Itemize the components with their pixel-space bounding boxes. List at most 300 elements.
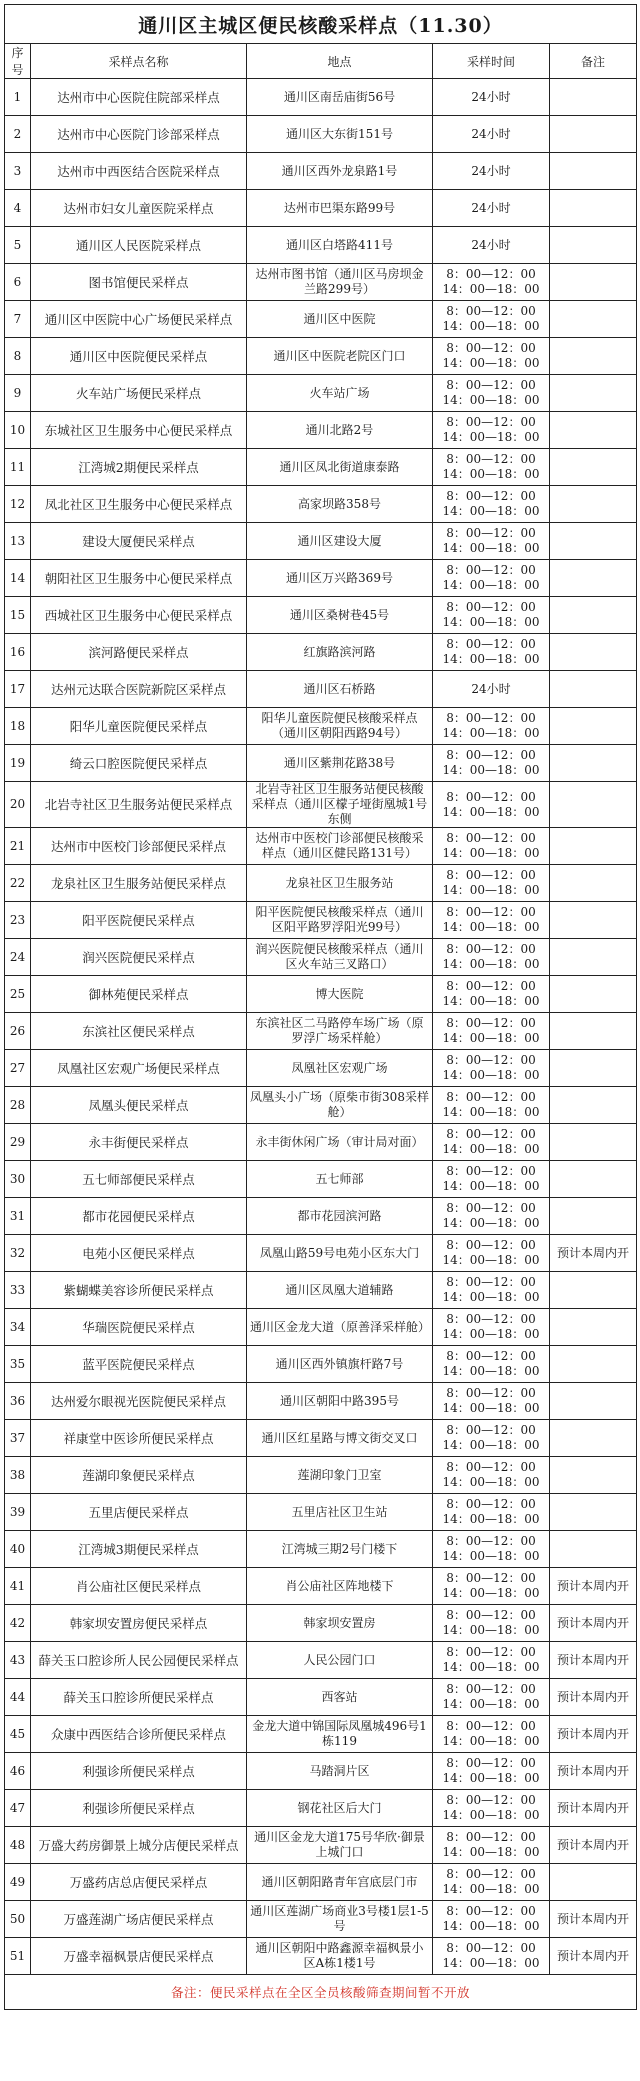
row-time-afternoon: 14：00—18：00 [442, 1068, 540, 1082]
row-name: 利强诊所便民采样点 [31, 1790, 247, 1827]
table-row [5, 79, 637, 116]
row-location: 通川区桑树巷45号 [247, 597, 433, 634]
row-note [550, 1457, 637, 1494]
row-time [433, 1235, 550, 1272]
row-time-morning: 8：00—12：00 [446, 600, 536, 614]
row-time [433, 1716, 550, 1753]
table-row [5, 116, 637, 153]
row-note [550, 976, 637, 1013]
row-time-afternoon: 14：00—18：00 [442, 1253, 540, 1267]
row-time-afternoon: 14：00—18：00 [442, 726, 540, 740]
row-index: 23 [5, 902, 31, 939]
row-note [550, 708, 637, 745]
row-time [433, 1087, 550, 1124]
row-time: 24小时 [433, 153, 550, 190]
row-time-afternoon: 14：00—18：00 [442, 883, 540, 897]
row-time-morning: 8：00—12：00 [446, 711, 536, 725]
row-location: 通川区中医院老院区门口 [247, 338, 433, 375]
table-row [5, 828, 637, 865]
table-row [5, 560, 637, 597]
row-index: 3 [5, 153, 31, 190]
row-location: 肖公庙社区阵地楼下 [247, 1568, 433, 1605]
table-row [5, 1642, 637, 1679]
row-note [550, 560, 637, 597]
row-time [433, 976, 550, 1013]
row-time-afternoon: 14：00—18：00 [442, 541, 540, 555]
row-index: 45 [5, 1716, 31, 1753]
row-index: 47 [5, 1790, 31, 1827]
table-row [5, 1753, 637, 1790]
row-time [433, 1605, 550, 1642]
row-location: 通川区凤凰大道辅路 [247, 1272, 433, 1309]
table-row [5, 1420, 637, 1457]
row-time-afternoon: 14：00—18：00 [442, 1660, 540, 1674]
row-time: 24小时 [433, 79, 550, 116]
row-location: 凤凰山路59号电苑小区东大门 [247, 1235, 433, 1272]
row-location: 润兴医院便民核酸采样点（通川区火车站三叉路口） [247, 939, 433, 976]
row-time-afternoon: 14：00—18：00 [442, 1216, 540, 1230]
row-name: 达州元达联合医院新院区采样点 [31, 671, 247, 708]
row-time-afternoon: 14：00—18：00 [442, 1031, 540, 1045]
row-time-morning: 8：00—12：00 [446, 1201, 536, 1215]
row-index: 24 [5, 939, 31, 976]
row-index: 10 [5, 412, 31, 449]
row-name: 五里店便民采样点 [31, 1494, 247, 1531]
row-name: 西城社区卫生服务中心便民采样点 [31, 597, 247, 634]
row-note [550, 153, 637, 190]
row-time-afternoon: 14：00—18：00 [442, 1845, 540, 1859]
row-location: 阳华儿童医院便民核酸采样点（通川区朝阳西路94号） [247, 708, 433, 745]
row-time-afternoon: 14：00—18：00 [442, 282, 540, 296]
row-time-morning: 8：00—12：00 [446, 1867, 536, 1881]
row-time-afternoon: 14：00—18：00 [442, 1105, 540, 1119]
sampling-points-sheet [4, 4, 636, 2010]
row-location: 高家坝路358号 [247, 486, 433, 523]
row-time-morning: 8：00—12：00 [446, 1053, 536, 1067]
row-time-afternoon: 14：00—18：00 [442, 1475, 540, 1489]
row-time-afternoon: 14：00—18：00 [442, 1956, 540, 1970]
row-name: 达州市中心医院门诊部采样点 [31, 116, 247, 153]
row-location: 博大医院 [247, 976, 433, 1013]
row-time-morning: 8：00—12：00 [446, 1275, 536, 1289]
row-note: 预计本周内开 [550, 1235, 637, 1272]
row-note [550, 523, 637, 560]
row-index: 31 [5, 1198, 31, 1235]
header-note: 备注 [550, 44, 637, 79]
row-location: 通川区中医院 [247, 301, 433, 338]
row-time [433, 1346, 550, 1383]
row-time-afternoon: 14：00—18：00 [442, 763, 540, 777]
row-location: 通川区朝阳路青年宫底层门市 [247, 1864, 433, 1901]
row-time-morning: 8：00—12：00 [446, 1608, 536, 1622]
row-location: 阳平医院便民核酸采样点（通川区阳平路罗浮阳光99号） [247, 902, 433, 939]
row-note [550, 939, 637, 976]
row-index: 25 [5, 976, 31, 1013]
row-name: 万盛幸福枫景店便民采样点 [31, 1938, 247, 1975]
row-note [550, 1013, 637, 1050]
row-time-morning: 8：00—12：00 [446, 868, 536, 882]
row-time-morning: 8：00—12：00 [446, 1386, 536, 1400]
row-note [550, 1309, 637, 1346]
row-time [433, 449, 550, 486]
table-row [5, 1309, 637, 1346]
row-note [550, 1420, 637, 1457]
row-name: 祥康堂中医诊所便民采样点 [31, 1420, 247, 1457]
row-note [550, 1161, 637, 1198]
row-name: 达州市中心医院住院部采样点 [31, 79, 247, 116]
row-name: 达州市妇女儿童医院采样点 [31, 190, 247, 227]
row-note: 预计本周内开 [550, 1568, 637, 1605]
row-name: 万盛莲湖广场店便民采样点 [31, 1901, 247, 1938]
row-time [433, 1013, 550, 1050]
row-time [433, 1679, 550, 1716]
row-time [433, 1753, 550, 1790]
row-name: 阳华儿童医院便民采样点 [31, 708, 247, 745]
table-row [5, 301, 637, 338]
table-row [5, 449, 637, 486]
header-index: 序号 [5, 44, 31, 79]
header-time: 采样时间 [433, 44, 550, 79]
row-time-afternoon: 14：00—18：00 [442, 1438, 540, 1452]
row-time [433, 264, 550, 301]
row-location: 通川区西外龙泉路1号 [247, 153, 433, 190]
row-name: 都市花园便民采样点 [31, 1198, 247, 1235]
row-time-afternoon: 14：00—18：00 [442, 467, 540, 481]
row-time-morning: 8：00—12：00 [446, 378, 536, 392]
table-row [5, 1938, 637, 1975]
row-name: 东滨社区便民采样点 [31, 1013, 247, 1050]
row-location: 红旗路滨河路 [247, 634, 433, 671]
header-location: 地点 [247, 44, 433, 79]
table-row [5, 1568, 637, 1605]
row-location: 火车站广场 [247, 375, 433, 412]
table-row [5, 634, 637, 671]
row-time [433, 1901, 550, 1938]
row-index: 46 [5, 1753, 31, 1790]
row-time-morning: 8：00—12：00 [446, 1164, 536, 1178]
table-row [5, 227, 637, 264]
row-index: 42 [5, 1605, 31, 1642]
row-location: 通川区大东街151号 [247, 116, 433, 153]
row-time [433, 1198, 550, 1235]
row-location: 通川区石桥路 [247, 671, 433, 708]
row-time-afternoon: 14：00—18：00 [442, 957, 540, 971]
row-time-afternoon: 14：00—18：00 [442, 578, 540, 592]
row-time-afternoon: 14：00—18：00 [442, 504, 540, 518]
row-name: 莲湖印象便民采样点 [31, 1457, 247, 1494]
row-time-afternoon: 14：00—18：00 [442, 430, 540, 444]
table-row [5, 523, 637, 560]
row-index: 26 [5, 1013, 31, 1050]
row-location: 马踏洞片区 [247, 1753, 433, 1790]
row-name: 蓝平医院便民采样点 [31, 1346, 247, 1383]
row-time [433, 1494, 550, 1531]
row-location: 龙泉社区卫生服务站 [247, 865, 433, 902]
row-time-morning: 8：00—12：00 [446, 1682, 536, 1696]
row-time-afternoon: 14：00—18：00 [442, 994, 540, 1008]
row-index: 20 [5, 782, 31, 828]
row-index: 34 [5, 1309, 31, 1346]
row-time [433, 597, 550, 634]
row-note [550, 227, 637, 264]
row-time-morning: 8：00—12：00 [446, 942, 536, 956]
row-time-morning: 8：00—12：00 [446, 415, 536, 429]
row-index: 33 [5, 1272, 31, 1309]
table-row [5, 1013, 637, 1050]
row-name: 江湾城2期便民采样点 [31, 449, 247, 486]
row-index: 44 [5, 1679, 31, 1716]
row-time-afternoon: 14：00—18：00 [442, 1586, 540, 1600]
row-index: 38 [5, 1457, 31, 1494]
sampling-points-table [4, 4, 637, 2010]
row-time [433, 523, 550, 560]
row-time-morning: 8：00—12：00 [446, 1497, 536, 1511]
table-row [5, 1346, 637, 1383]
table-row [5, 1235, 637, 1272]
row-name: 图书馆便民采样点 [31, 264, 247, 301]
row-name: 达州市中西医结合医院采样点 [31, 153, 247, 190]
table-row [5, 1087, 637, 1124]
row-name: 众康中西医结合诊所便民采样点 [31, 1716, 247, 1753]
row-time-afternoon: 14：00—18：00 [442, 1290, 540, 1304]
row-time-afternoon: 14：00—18：00 [442, 1142, 540, 1156]
footnote: 备注：便民采样点在全区全员核酸筛查期间暂不开放 [5, 1975, 637, 2010]
row-time: 24小时 [433, 116, 550, 153]
row-time-morning: 8：00—12：00 [446, 304, 536, 318]
table-row [5, 1605, 637, 1642]
table-row [5, 153, 637, 190]
table-row [5, 597, 637, 634]
row-note [550, 1346, 637, 1383]
table-row [5, 708, 637, 745]
table-row [5, 1124, 637, 1161]
row-time-morning: 8：00—12：00 [446, 905, 536, 919]
row-time-afternoon: 14：00—18：00 [442, 1364, 540, 1378]
row-time-morning: 8：00—12：00 [446, 1645, 536, 1659]
row-location: 达州市图书馆（通川区马房坝金兰路299号） [247, 264, 433, 301]
row-location: 北岩寺社区卫生服务站便民核酸采样点（通川区檬子垭街凰城1号东侧 [247, 782, 433, 828]
row-index: 48 [5, 1827, 31, 1864]
table-row [5, 1864, 637, 1901]
row-time-afternoon: 14：00—18：00 [442, 1882, 540, 1896]
row-index: 32 [5, 1235, 31, 1272]
row-time-morning: 8：00—12：00 [446, 1904, 536, 1918]
row-location: 五里店社区卫生站 [247, 1494, 433, 1531]
row-time [433, 902, 550, 939]
row-index: 9 [5, 375, 31, 412]
row-location: 凤凰头小广场（原柴市街308采样舱） [247, 1087, 433, 1124]
table-row [5, 190, 637, 227]
row-location: 达州市中医校门诊部便民核酸采样点（通川区健民路131号） [247, 828, 433, 865]
row-time-morning: 8：00—12：00 [446, 979, 536, 993]
row-name: 建设大厦便民采样点 [31, 523, 247, 560]
row-time [433, 1568, 550, 1605]
row-note [550, 264, 637, 301]
row-note: 预计本周内开 [550, 1679, 637, 1716]
page-title: 通川区主城区便民核酸采样点（11.30） [5, 5, 637, 44]
row-location: 西客站 [247, 1679, 433, 1716]
row-name: 薛关玉口腔诊所人民公园便民采样点 [31, 1642, 247, 1679]
table-row [5, 1901, 637, 1938]
row-name: 滨河路便民采样点 [31, 634, 247, 671]
table-row [5, 865, 637, 902]
table-row [5, 671, 637, 708]
row-time-afternoon: 14：00—18：00 [442, 1549, 540, 1563]
row-index: 27 [5, 1050, 31, 1087]
table-row [5, 375, 637, 412]
row-time-morning: 8：00—12：00 [446, 1941, 536, 1955]
table-row [5, 1494, 637, 1531]
row-location: 人民公园门口 [247, 1642, 433, 1679]
row-index: 35 [5, 1346, 31, 1383]
row-index: 6 [5, 264, 31, 301]
row-name: 达州市中医校门诊部便民采样点 [31, 828, 247, 865]
table-header-row [5, 44, 637, 79]
row-note [550, 1124, 637, 1161]
row-note [550, 1494, 637, 1531]
row-time-afternoon: 14：00—18：00 [442, 1327, 540, 1341]
row-note: 预计本周内开 [550, 1827, 637, 1864]
row-name: 紫蝴蝶美容诊所便民采样点 [31, 1272, 247, 1309]
row-location: 莲湖印象门卫室 [247, 1457, 433, 1494]
row-note [550, 1531, 637, 1568]
row-note [550, 338, 637, 375]
row-index: 36 [5, 1383, 31, 1420]
row-note [550, 745, 637, 782]
row-time [433, 865, 550, 902]
table-row [5, 1272, 637, 1309]
row-time-morning: 8：00—12：00 [446, 1460, 536, 1474]
row-note [550, 1087, 637, 1124]
row-note [550, 375, 637, 412]
table-row [5, 1679, 637, 1716]
table-row [5, 412, 637, 449]
table-row [5, 1827, 637, 1864]
row-index: 37 [5, 1420, 31, 1457]
row-index: 30 [5, 1161, 31, 1198]
row-index: 28 [5, 1087, 31, 1124]
row-name: 绮云口腔医院便民采样点 [31, 745, 247, 782]
row-time-afternoon: 14：00—18：00 [442, 1512, 540, 1526]
row-name: 凤凰头便民采样点 [31, 1087, 247, 1124]
row-index: 50 [5, 1901, 31, 1938]
row-index: 14 [5, 560, 31, 597]
row-time-afternoon: 14：00—18：00 [442, 1919, 540, 1933]
row-name: 薛关玉口腔诊所便民采样点 [31, 1679, 247, 1716]
row-time-afternoon: 14：00—18：00 [442, 393, 540, 407]
table-row [5, 782, 637, 828]
row-index: 1 [5, 79, 31, 116]
row-name: 御林苑便民采样点 [31, 976, 247, 1013]
row-index: 43 [5, 1642, 31, 1679]
row-name: 永丰街便民采样点 [31, 1124, 247, 1161]
row-location: 东滨社区二马路停车场广场（原罗浮广场采样舱） [247, 1013, 433, 1050]
row-index: 13 [5, 523, 31, 560]
row-time: 24小时 [433, 227, 550, 264]
row-note [550, 1864, 637, 1901]
row-time [433, 1272, 550, 1309]
row-note [550, 190, 637, 227]
row-time-morning: 8：00—12：00 [446, 748, 536, 762]
row-time [433, 1124, 550, 1161]
row-location: 永丰街休闲广场（审计局对面） [247, 1124, 433, 1161]
row-note [550, 449, 637, 486]
row-time [433, 1790, 550, 1827]
table-row [5, 1457, 637, 1494]
table-row [5, 264, 637, 301]
row-name: 通川区人民医院采样点 [31, 227, 247, 264]
row-index: 21 [5, 828, 31, 865]
row-location: 通川区朝阳中路395号 [247, 1383, 433, 1420]
row-note [550, 865, 637, 902]
row-time-morning: 8：00—12：00 [446, 1571, 536, 1585]
row-location: 凤凰社区宏观广场 [247, 1050, 433, 1087]
row-name: 朝阳社区卫生服务中心便民采样点 [31, 560, 247, 597]
row-time-morning: 8：00—12：00 [446, 789, 536, 804]
row-location: 韩家坝安置房 [247, 1605, 433, 1642]
row-name: 凤凰社区宏观广场便民采样点 [31, 1050, 247, 1087]
row-time-morning: 8：00—12：00 [446, 1312, 536, 1326]
row-time-morning: 8：00—12：00 [446, 341, 536, 355]
row-time [433, 1457, 550, 1494]
table-row [5, 338, 637, 375]
row-index: 16 [5, 634, 31, 671]
row-location: 通川区紫荆花路38号 [247, 745, 433, 782]
row-location: 都市花园滨河路 [247, 1198, 433, 1235]
row-time [433, 1050, 550, 1087]
row-time-morning: 8：00—12：00 [446, 1719, 536, 1733]
row-time [433, 1309, 550, 1346]
row-time-morning: 8：00—12：00 [446, 637, 536, 651]
row-index: 51 [5, 1938, 31, 1975]
table-row [5, 486, 637, 523]
table-row [5, 976, 637, 1013]
row-time-morning: 8：00—12：00 [446, 1534, 536, 1548]
row-time [433, 708, 550, 745]
row-time-morning: 8：00—12：00 [446, 1756, 536, 1770]
row-time [433, 745, 550, 782]
row-time-morning: 8：00—12：00 [446, 831, 536, 845]
row-time [433, 1420, 550, 1457]
row-time-morning: 8：00—12：00 [446, 1830, 536, 1844]
row-note [550, 301, 637, 338]
row-time [433, 634, 550, 671]
row-time [433, 828, 550, 865]
row-time [433, 1938, 550, 1975]
row-time-morning: 8：00—12：00 [446, 1349, 536, 1363]
row-time-morning: 8：00—12：00 [446, 1238, 536, 1252]
row-note [550, 671, 637, 708]
row-name: 韩家坝安置房便民采样点 [31, 1605, 247, 1642]
table-row [5, 902, 637, 939]
row-time [433, 1642, 550, 1679]
row-time-afternoon: 14：00—18：00 [442, 1734, 540, 1748]
row-index: 7 [5, 301, 31, 338]
row-name: 五七师部便民采样点 [31, 1161, 247, 1198]
row-time-morning: 8：00—12：00 [446, 563, 536, 577]
row-note [550, 1272, 637, 1309]
row-time [433, 1161, 550, 1198]
row-location: 通川北路2号 [247, 412, 433, 449]
row-location: 通川区金龙大道（原善泽采样舱） [247, 1309, 433, 1346]
row-name: 电苑小区便民采样点 [31, 1235, 247, 1272]
row-time-afternoon: 14：00—18：00 [442, 1808, 540, 1822]
row-note [550, 79, 637, 116]
row-location: 达州市巴渠东路99号 [247, 190, 433, 227]
row-time-afternoon: 14：00—18：00 [442, 652, 540, 666]
row-name: 凤北社区卫生服务中心便民采样点 [31, 486, 247, 523]
row-index: 40 [5, 1531, 31, 1568]
